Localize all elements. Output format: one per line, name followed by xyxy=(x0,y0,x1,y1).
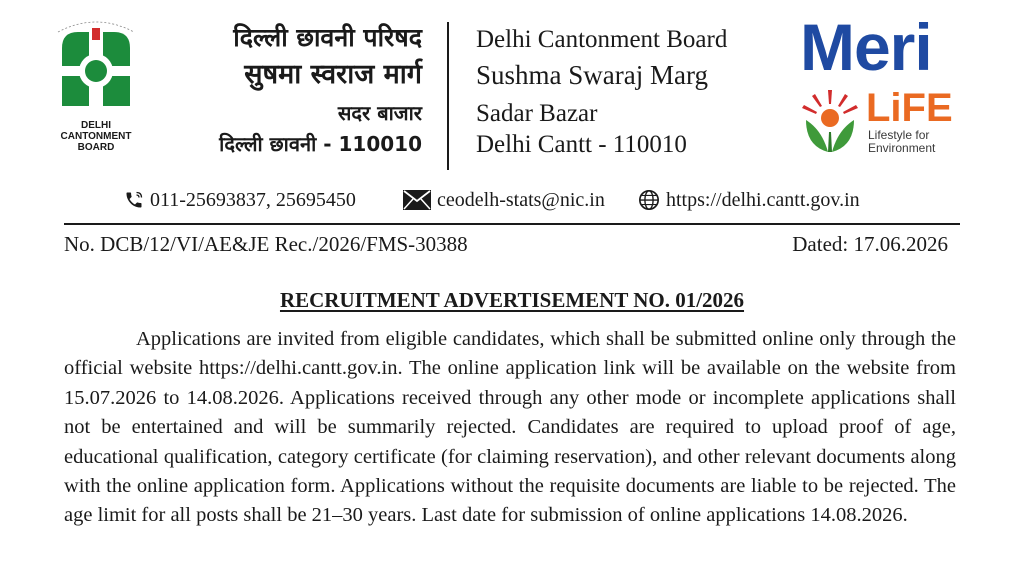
notice-title-container xyxy=(0,287,1024,313)
phone-icon xyxy=(124,190,144,210)
english-address-line-1: Delhi Cantonment Board xyxy=(476,26,728,53)
document-date: Dated: 17.06.2026 xyxy=(792,232,948,256)
notice-body: Applications are invited from eligible candidates, which shall be submitted online only through the official website https://delhi.cantt.gov.in. The online application link will be available on the website from 15.07.2026 to 14.08.2026. Applications received through any other mode or incomplete applications shall not be entertained and will be summarily rejected. Candidates are required to upload proof of age, educational qualification, category certificate (for claiming reservation), and other relevant documents along with the online application form. Applications without the requisite documents are liable to be rejected. The age limit for all posts shall be 21–30 years. Last date for submission of online applications 14.08.2026. xyxy=(64,328,956,527)
hindi-address-line-1: दिल्ली छावनी परिषद xyxy=(233,23,422,52)
logo-caption-line-3: BOARD xyxy=(77,142,115,153)
notice-title: RECRUITMENT ADVERTISEMENT NO. 01/2026 xyxy=(279,288,745,312)
header-divider xyxy=(447,22,449,170)
header-rule xyxy=(64,223,960,225)
life-sun-leaves-icon xyxy=(798,86,862,158)
email-link[interactable]: ceodelh-stats@nic.in xyxy=(437,188,605,211)
envelope-icon xyxy=(403,190,431,210)
globe-icon xyxy=(638,189,660,211)
hindi-address-line-4: दिल्ली छावनी - 110010 xyxy=(219,132,422,156)
campaign-logo-title: Meri xyxy=(800,10,932,84)
logo-caption-line-2: CANTONMENT xyxy=(60,131,132,142)
campaign-tagline-line-1: Lifestyle for xyxy=(868,128,930,142)
english-address-line-2: Sushma Swaraj Marg xyxy=(476,60,708,90)
delhi-cantonment-board-emblem-icon xyxy=(50,18,142,118)
hindi-address-line-2: सुषमा स्वराज मार्ग xyxy=(244,59,422,90)
english-address-line-3: Sadar Bazar xyxy=(476,100,598,127)
contact-phone xyxy=(124,186,356,214)
hindi-address-line-3: सदर बाजार xyxy=(337,101,422,125)
contact-email xyxy=(403,186,605,214)
phone-numbers: 011-25693837, 25695450 xyxy=(150,188,356,211)
logo-caption-line-1: DELHI xyxy=(81,120,111,131)
contact-website xyxy=(638,186,860,214)
reference-number: No. DCB/12/VI/AE&JE Rec./2026/FMS-30388 xyxy=(64,232,468,256)
campaign-logo-subtitle: LiFE xyxy=(866,86,953,130)
campaign-tagline-line-2: Environment xyxy=(868,141,936,155)
english-address-line-4: Delhi Cantt - 110010 xyxy=(476,131,687,158)
website-link[interactable]: https://delhi.cantt.gov.in xyxy=(666,188,860,211)
